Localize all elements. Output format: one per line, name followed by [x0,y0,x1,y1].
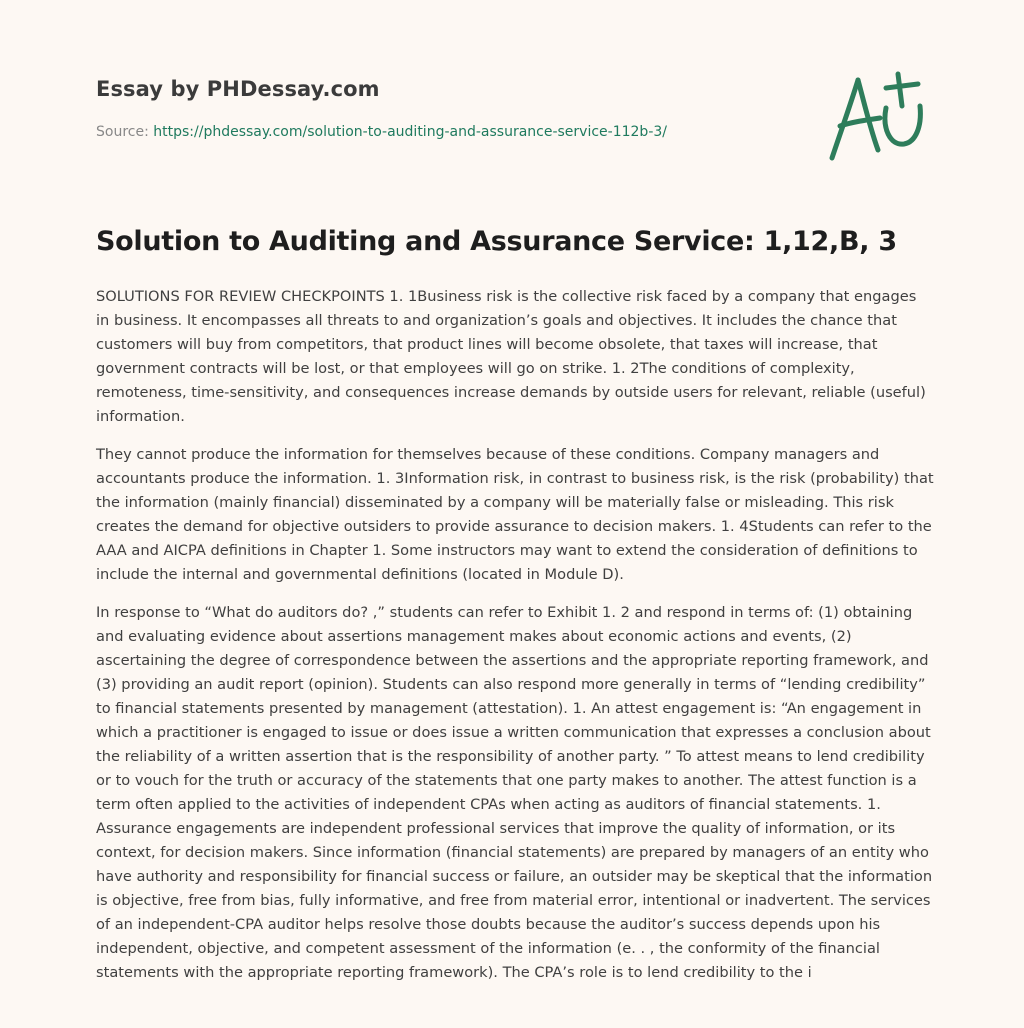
site-title: Essay by PHDessay.com [96,77,380,101]
essay-paragraph: They cannot produce the information for themselves because of these conditions. Company managers and accountants produce the information. 1. 3Information risk, in contrast to business risk, is the risk (probability) that the information (mainly financial) disseminated by a company will be materially false or misleading. This risk creates the demand for objective outsiders to provide assurance to decision makers. 1. 4Students can refer to the AAA and AICPA definitions in Chapter 1. Some instructors may want to extend the consideration of definitions to include the internal and governmental definitions (located in Module D). [96,446,934,583]
source-line [96,124,667,140]
essay-paragraph: SOLUTIONS FOR REVIEW CHECKPOINTS 1. 1Business risk is the collective risk faced by a company that engages in business. It encompasses all threats to and organization’s goals and objectives. It includes the chance that customers will buy from competitors, that product lines will become obsolete, that taxes will increase, that government contracts will be lost, or that employees will go on strike. 1. 2The conditions of complexity, remoteness, time-sensitivity, and consequences increase demands by outside users for relevant, reliable (useful) information. [96,288,926,425]
essay-title: Solution to Auditing and Assurance Service: 1,12,B, 3 [96,226,897,257]
a-plus-grade-icon [826,66,930,164]
essay-body [96,285,934,999]
source-label: Source: [96,124,154,140]
essay-paragraph: In response to “What do auditors do? ,” students can refer to Exhibit 1. 2 and respond in terms of: (1) obtaining and evaluating evidence about assertions management makes about economic actions and events, (2) ascertaining the degree of correspondence between the assertions and the appropriate reporting framework, and (3) providing an audit report (opinion). Students can also respond more generally in terms of “lending credibility” to financial statements presented by management (attestation). 1. An attest engagement is: “An engagement in which a practitioner is engaged to issue or does issue a written communication that expresses a conclusion about the reliability of a written assertion that is the responsibility of another party. ” To attest means to lend credibility or to vouch for the truth or accuracy of the statements that one party makes to another. The attest function is a term often applied to the activities of independent CPAs when acting as auditors of financial statements. 1. Assurance engagements are independent professional services that improve the quality of information, or its context, for decision makers. Since information (financial statements) are prepared by managers of an entity who have authority and responsibility for financial success or failure, an outsider may be skeptical that the information is objective, free from bias, fully informative, and free from material error, intentional or inadvertent. The services of an independent-CPA auditor helps resolve those doubts because the auditor’s success depends upon his independent, objective, and competent assessment of the information (e. . , the conformity of the financial statements with the appropriate reporting framework). The CPA’s role is to lend credibility to the i [96,604,933,981]
source-link[interactable]: https://phdessay.com/solution-to-auditing-and-assurance-service-112b-3/ [153,124,667,140]
